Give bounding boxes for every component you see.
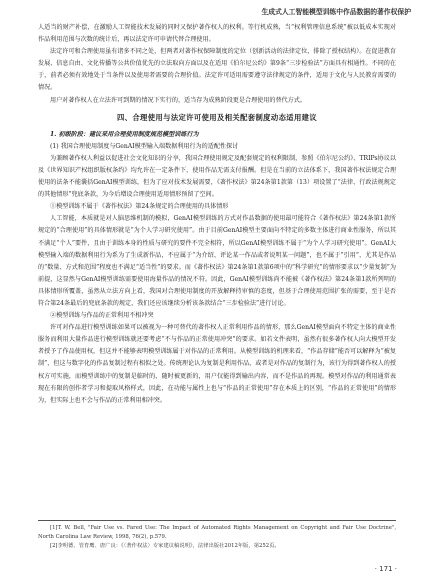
subsection-heading: 1. 初级阶段：建议采用合理使用制度规范模型训练行为	[50, 130, 199, 138]
paragraph: ①模型训练不属于《著作权法》第24条规定的合理使用的具体情形	[50, 203, 229, 211]
paragraph: 为兼顾著作权人利益以促进社会文化知识的分享，我国合理使用规定及配套规定的权利限制，参照《伯尔尼公约》、TRIPs协议以及《世界知识产权组织版权条约》均允许在一定条件下，使用作品无需支付报酬。但是在当前的立法体系下，我国著作权法规定合理使用的法条不能囊括GenAI模型训练，但为了应对技术发展需要，《著作权法》第24条第1款第（13）项设置了“法律、行政法规规定的其他情形”兜底条款，为今后增设合理使用适用情形预留了空间。	[38, 154, 396, 199]
paragraph: 许可对作品进行模型训练如果可以被视为一种可替代的著作权人正常利用作品的情形，那么GenAI模型面向不特定主体的商业性服务而利用大量作品进行模型训练就还要考虑“不与作品的正常使用冲突”的要求。如若文件表明，虽然有很多著作权人向大模型开发者授予了作品使用权，但这并不能够表明模型训练属于对作品的正常利用。从模型训练的机理来看，“作品存储”能否可以解释为“被复制”，但这与数字化的作品复制过程有相似之处。传统理论认为复制是利用作品，或者是对作品的复制行为，该行为得到著作权人的授权方可实施，而模型训练中的复制是临时的、随时被更新的，用户仅能得到输出内容，而不是作品的再现。模型对作品的利用通常表现在有限的创作者学习和提取风格样式，因此，在功能与属性上也与“作品的正常使用”存在本质上的区别，“作品的正常使用”的情形为，但实际上也不会与作品的正常利用相冲突。	[38, 324, 396, 404]
paragraph: ②模型训练与作品的正常利用不相冲突	[50, 312, 154, 320]
section-heading: 四、合理使用与法定许可使用及相关配套制度动态适用建议	[116, 112, 318, 122]
paragraph: 人适当的财产补偿，在激励人工智能技术发展的同时又保护著作权人的权利。等行机成熟，当“权利管理信息系统”被以低成本实现对作品利用范围与次数的统计后，再以法定许可申请代替合理使用。	[38, 24, 396, 44]
paragraph: 人工智能，本质就是对人脑思维机制的模拟，GenAI模型训练的方式对作品数据的使用最可能符合《著作权法》第24条第1款所规定的“合理使用”的具体情形就是“为个人学习研究使用”。由于目前GenAI模型主要面向不特定的多数主体进行商业性服务，所以其不满足“个人”要件，且由于训练本身的性质与研究的要件不完全相符，所以GenAI模型训练不属于“为个人学习研究使用”。GenAI大模型输入端的数据利用行为系为了生成新作品，不应属于“为介绍、评论某一作品或者说明某一问题”，也不属于“引用”，尤其是作品的“数量、方式和范围”程度也不满足“适当性”的要求。而《著作权法》第24条第1款第6项中的“科学研究”的情形要求以“少量复制”为前提，这显然与GenAI模型训练需要使用海量作品的情况不符。因此，GenAI模型训练尚不能被《著作权法》第24条第1款所列明的具体情形所覆盖，虽然从立法方向上看，我国对合理使用制度的开放解释持审慎的态度，但基于合理使用范围扩张的需要，至于是否符合第24条最后的兜底条款的规定，我们还应该继续分析该条款结合“三步检验法”进行讨论。	[38, 215, 396, 307]
footnote: [1]T. W. Bell, "Fair Use vs. Fared Use: The Impact of Automated Rights Management on Copyright and Fair Use Doctrine", North Carolina Law Review, 1998, 76(2), p.579.	[38, 525, 396, 541]
running-header: 生成式人工智能模型训练中作品数据的著作权保护	[261, 8, 411, 16]
subsubsection-heading: (1) 我国合理使用制度与GenAI模型输入端数据利用行为的适配性探讨	[50, 142, 239, 150]
article-body	[38, 22, 396, 407]
page-number: · 171 ·	[374, 565, 397, 573]
footnote: [2]李明德、管育鹰、唐广良：《〈著作权法〉专家建议稿说明》，法律出版社2012年版，第252页。	[50, 543, 280, 550]
paragraph: 法定许可和合理使用虽有诸多不同之处，但两者对著作权保障制度的定位（创新活动的法律定位，排除了授权结构）。在促进教育发展、信息自由、文化传播等公共价值优先的立法取向方面以及在适用《伯尔尼公约》第9条“三步检验法”方面具有相通性。不同的在于，前者必须有效地处于当条件以及使用者需要的合理价值。法定许可适用需要遵守法律规定的条件，适用于文化与人民教育需要的情况。	[38, 48, 396, 92]
footnotes	[38, 520, 396, 552]
paragraph: 用户对著作权人在立法许可到期的情况下实行的，适当存为成熟阶段更是合理使用的替代方式。	[50, 96, 306, 104]
